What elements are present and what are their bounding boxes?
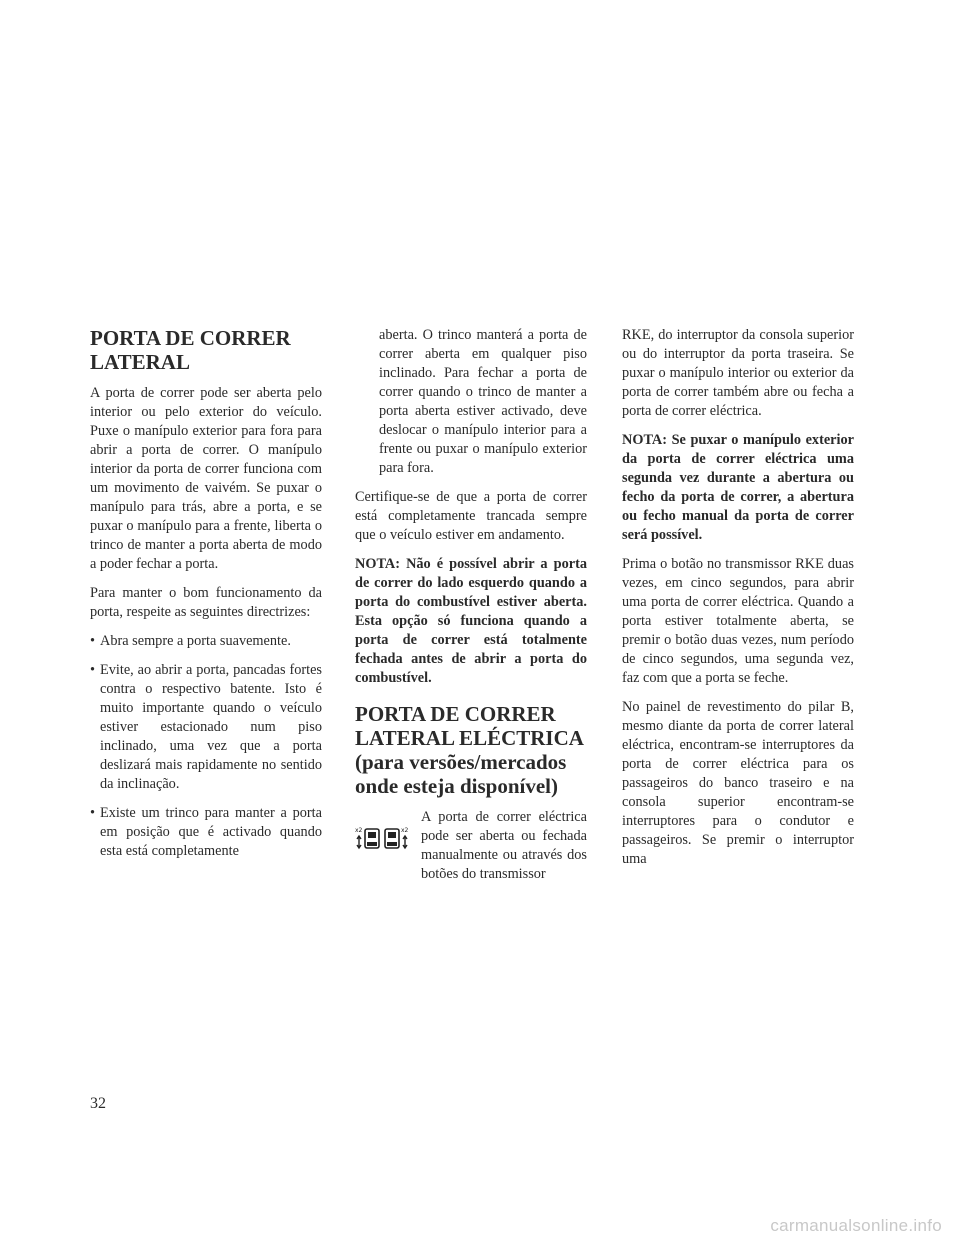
note-paragraph: NOTA: Se puxar o manípulo exterior da porta de correr eléctrica uma segunda vez durante a abertura ou fecho da porta de correr, a abertura ou fecho manual da porta de correr será possível. — [622, 432, 854, 543]
icon-paragraph — [355, 808, 587, 884]
list-item: • Evite, ao abrir a porta, pancadas fortes contra o respectivo batente. Isto é muito importante quando o veículo estiver estacionado num piso inclinado, uma vez que a porta deslizará mais rapidamente no sentido da inclinação. — [90, 662, 322, 792]
paragraph: Prima o botão no transmissor RKE duas vezes, em cinco segundos, para abrir uma porta de correr eléctrica. Quando a porta estiver totalmente aberta, se premir o botão duas vezes, num período de cinco segundos, uma segunda vez, faz com que a porta se feche. — [622, 556, 854, 686]
column-right — [622, 326, 854, 879]
paragraph: No painel de revestimento do pilar B, mesmo diante da porta de correr lateral eléctrica, encontram-se interruptores da porta de correr eléctrica para os passageiros do banco traseiro e na consola superior encontram-se interruptores para o condutor e passageiros. Se premir o interruptor uma — [622, 699, 854, 867]
svg-text:x2: x2 — [401, 827, 409, 834]
paragraph: A porta de correr eléctrica pode ser aberta ou fechada manualmente ou através dos botões do transmissor — [421, 809, 587, 882]
power-sliding-door-buttons-icon — [355, 826, 409, 850]
page-number: 32 — [90, 1095, 106, 1112]
watermark: carmanualsonline.info — [770, 1216, 942, 1235]
paragraph-continuation: RKE, do interruptor da consola superior ou do interruptor da porta traseira. Se puxar o manípulo interior ou exterior da porta de correr também abre ou fecha a porta de correr eléctrica. — [622, 327, 854, 419]
section-heading-power-sliding-door: PORTA DE CORRER LATERAL ELÉCTRICA (para versões/mercados onde esteja disponível) — [355, 702, 584, 798]
list-item-continuation: aberta. O trinco manterá a porta de correr aberta em qualquer piso inclinado. Para fechar a porta de correr quando o trinco de manter a porta aberta estiver activado, deve deslocar o manípulo interior para a frente ou puxar o manípulo exterior para fora. — [379, 327, 587, 476]
column-left — [90, 326, 322, 871]
column-middle — [355, 326, 587, 894]
paragraph: Para manter o bom funcionamento da porta, respeite as seguintes directrizes: — [90, 585, 322, 620]
bullet-icon: • — [90, 662, 96, 678]
section-heading-sliding-door: PORTA DE CORRER LATERAL — [90, 326, 291, 374]
bullet-icon: • — [90, 805, 96, 821]
list-item: • Abra sempre a porta suavemente. — [90, 633, 291, 649]
paragraph: A porta de correr pode ser aberta pelo interior ou pelo exterior do veículo. Puxe o manípulo exterior para fora para abrir a porta de correr. O manípulo interior da porta de correr funciona com um movimento de vaivém. Se puxar o manípulo para trás, abre a porta, e se puxar o manípulo para a frente, liberta o trinco de manter a porta aberta de modo a poder fechar a porta. — [90, 385, 322, 572]
list-item: • Existe um trinco para manter a porta em posição que é activado quando esta está completamente — [90, 805, 322, 859]
bullet-icon: • — [90, 633, 96, 649]
note-paragraph: NOTA: Não é possível abrir a porta de correr do lado esquerdo quando a porta do combustível estiver aberta. Esta opção só funciona quando a porta de correr está totalmente fechada antes de abrir a porta do combustível. — [355, 556, 587, 686]
paragraph: Certifique-se de que a porta de correr está completamente trancada sempre que o veículo estiver em andamento. — [355, 489, 587, 543]
svg-text:x2: x2 — [355, 827, 363, 834]
